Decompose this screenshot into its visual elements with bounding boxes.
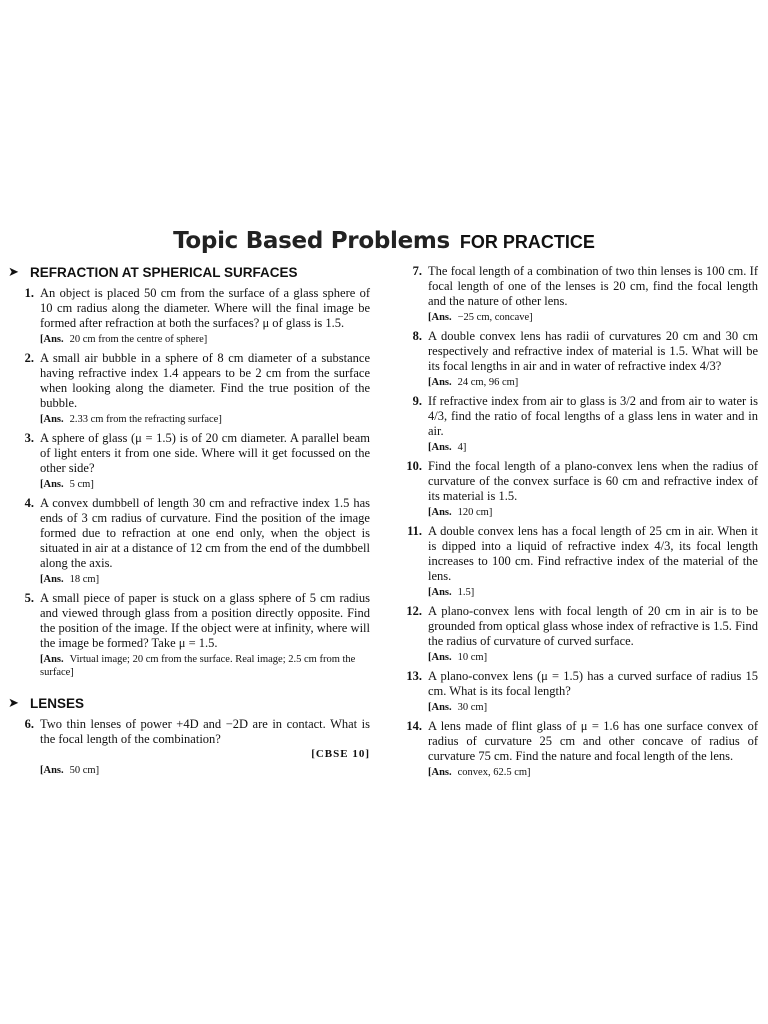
- right-column: [396, 264, 758, 784]
- section-heading-refraction: [8, 264, 370, 280]
- problem-text: A double convex lens has a focal length of 25 cm in air. When it is dipped into a liquid of refractive index 4/3, its focal length increases to 100 cm. Find refractive index of the material of the lens.: [428, 524, 758, 583]
- problem-number: 6.: [24, 717, 34, 731]
- problem-number: 14.: [406, 719, 422, 733]
- problem-answer: [428, 376, 758, 389]
- problem-number: 8.: [412, 329, 422, 343]
- answer-value: 5 cm]: [69, 479, 94, 490]
- problem-text: A convex dumbbell of length 30 cm and refractive index 1.5 has ends of 3 cm radius of curvature. Find the position of the image formed due to refraction at one end only, when the object is situated in air at a distance of 12 cm from the end of the dumbbell along the axis.: [40, 496, 370, 570]
- problem-9: [396, 394, 758, 454]
- answer-label: [Ans.: [40, 574, 64, 585]
- problem-answer: [428, 701, 758, 714]
- problem-answer: [40, 413, 370, 426]
- problem-answer: [40, 478, 370, 491]
- problem-text: Find the focal length of a plano-convex lens when the radius of curvature of the convex surface is 60 cm and refractive index of its material is 1.5.: [428, 459, 758, 503]
- problem-number: 3.: [24, 431, 34, 445]
- problem-text: A small air bubble in a sphere of 8 cm diameter of a substance having refractive index 1.4 appears to be 2 cm from the surface when looking along the diameter. Find the true position of the bubble.: [40, 351, 370, 410]
- answer-value: 2.33 cm from the refracting surface]: [69, 414, 222, 425]
- problem-number: 10.: [406, 459, 422, 473]
- title-sub: FOR PRACTICE: [459, 232, 595, 252]
- problem-2: [8, 351, 370, 426]
- problem-text: A plano-convex lens (μ = 1.5) has a curved surface of radius 15 cm. What is its focal length?: [428, 669, 758, 698]
- problem-answer: [40, 333, 370, 346]
- answer-value: 4]: [457, 442, 467, 453]
- problem-5: [8, 591, 370, 679]
- problem-text: If refractive index from air to glass is 3/2 and from air to water is 4/3, find the ratio of focal lengths of a glass lens in water and in air.: [428, 394, 758, 438]
- problem-answer: [428, 311, 758, 324]
- answer-label: [Ans.: [428, 702, 452, 713]
- problem-12: [396, 604, 758, 664]
- problem-4: [8, 496, 370, 586]
- problem-number: 1.: [24, 286, 34, 300]
- answer-value: convex, 62.5 cm]: [457, 767, 531, 778]
- problem-number: 5.: [24, 591, 34, 605]
- arrow-icon: ➤: [8, 695, 19, 710]
- problem-number: 2.: [24, 351, 34, 365]
- answer-value: Virtual image; 20 cm from the surface. Real image; 2.5 cm from the surface]: [40, 654, 356, 678]
- answer-label: [Ans.: [40, 414, 64, 425]
- problem-number: 12.: [406, 604, 422, 618]
- answer-value: 24 cm, 96 cm]: [457, 377, 519, 388]
- problem-number: 13.: [406, 669, 422, 683]
- answer-label: [Ans.: [428, 652, 452, 663]
- answer-value: 18 cm]: [69, 574, 100, 585]
- problem-answer: [428, 506, 758, 519]
- problem-3: [8, 431, 370, 491]
- section-heading-text: REFRACTION AT SPHERICAL SURFACES: [30, 264, 298, 280]
- problem-6: [8, 717, 370, 777]
- answer-label: [Ans.: [428, 442, 452, 453]
- answer-label: [Ans.: [428, 312, 452, 323]
- problem-number: 11.: [407, 524, 422, 538]
- answer-label: [Ans.: [428, 587, 452, 598]
- problem-text: The focal length of a combination of two thin lenses is 100 cm. If focal length of one of the lenses is 20 cm, find the focal length and the nature of other lens.: [428, 264, 758, 308]
- problem-number: 9.: [412, 394, 422, 408]
- answer-label: [Ans.: [428, 377, 452, 388]
- left-column: [8, 264, 370, 782]
- problem-answer: [40, 653, 370, 679]
- problem-tag-row: [40, 747, 370, 762]
- problem-answer: [40, 573, 370, 586]
- problem-14: [396, 719, 758, 779]
- answer-label: [Ans.: [428, 767, 452, 778]
- title-main: Topic Based Problems: [173, 228, 450, 254]
- answer-label: [Ans.: [40, 479, 64, 490]
- answer-value: 20 cm from the centre of sphere]: [69, 334, 208, 345]
- answer-label: [Ans.: [40, 765, 64, 776]
- problem-answer: [428, 651, 758, 664]
- answer-value: −25 cm, concave]: [457, 312, 533, 323]
- page-title: [0, 228, 768, 254]
- problem-7: [396, 264, 758, 324]
- answer-value: 30 cm]: [457, 702, 488, 713]
- answer-label: [Ans.: [40, 334, 64, 345]
- problem-answer: [40, 764, 370, 777]
- section-heading-lenses: [8, 695, 370, 711]
- answer-value: 120 cm]: [457, 507, 493, 518]
- problem-text: Two thin lenses of power +4D and −2D are in contact. What is the focal length of the combination?: [40, 717, 370, 746]
- problem-answer: [428, 586, 758, 599]
- problem-10: [396, 459, 758, 519]
- problem-text: A double convex lens has radii of curvatures 20 cm and 30 cm respectively and refractive index of material is 1.5. What will be its focal lengths in air and in water of refractive index 4/3?: [428, 329, 758, 373]
- problem-8: [396, 329, 758, 389]
- answer-label: [Ans.: [428, 507, 452, 518]
- problem-text: A plano-convex lens with focal length of 20 cm in air is to be grounded from optical glass whose index of refractive is 1.5. Find the radius of curvature of curved surface.: [428, 604, 758, 648]
- problem-answer: [428, 441, 758, 454]
- problem-answer: [428, 766, 758, 779]
- problem-number: 4.: [24, 496, 34, 510]
- answer-value: 1.5]: [457, 587, 475, 598]
- problem-text: A lens made of flint glass of μ = 1.6 has one surface convex of radius of curvature 25 cm and other concave of radius of curvature 75 cm. Find the nature and focal length of the lens.: [428, 719, 758, 763]
- problem-1: [8, 286, 370, 346]
- arrow-icon: ➤: [8, 264, 19, 279]
- answer-value: 50 cm]: [69, 765, 100, 776]
- exam-tag: [CBSE 10]: [311, 748, 370, 760]
- answer-value: 10 cm]: [457, 652, 488, 663]
- problem-text: An object is placed 50 cm from the surface of a glass sphere of 10 cm radius along the diameter. Where will the final image be formed after refraction at both the surfaces? μ of glass is 1.5.: [40, 286, 370, 330]
- answer-label: [Ans.: [40, 654, 64, 665]
- problem-text: A sphere of glass (μ = 1.5) is of 20 cm diameter. A parallel beam of light enters it from one side. Where will it get focussed on the other side?: [40, 431, 370, 475]
- problem-text: A small piece of paper is stuck on a glass sphere of 5 cm radius and viewed through glass from a position directly opposite. Find the position of the image. If the object were at infinity, where will the image be formed? Take μ = 1.5.: [40, 591, 370, 650]
- problem-13: [396, 669, 758, 714]
- problem-11: [396, 524, 758, 599]
- problem-number: 7.: [412, 264, 422, 278]
- section-heading-text: LENSES: [30, 695, 85, 711]
